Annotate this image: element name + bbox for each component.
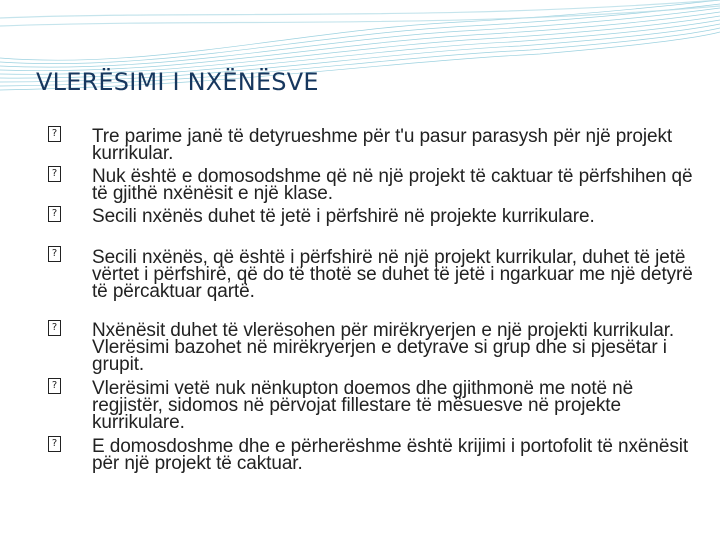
list-item: Secili nxënës duhet të jetë i përfshirë në projekte kurrikulare. xyxy=(92,206,595,227)
bullet-glyph: ? xyxy=(48,206,61,222)
list-item: Tre parime janë të detyrueshme për t'u pasur parasysh për një projekt kurrikular. xyxy=(92,126,673,164)
bullet-glyph: ? xyxy=(48,436,61,452)
bullet-glyph: ? xyxy=(48,246,61,262)
bullet-glyph: ? xyxy=(48,126,61,142)
list-item: Secili nxënës, që është i përfshirë në një projekt kurrikular, duhet të jetë vërtet i përfshirë, që do të thotë se duhet të jetë i ngarkuar me një detyrë të përcaktuar qartë. xyxy=(92,247,693,302)
list-item: E domosdoshme dhe e përherëshme është krijimi i portofolit të nxënësit për një projekt të caktuar. xyxy=(92,436,689,474)
list-item: Nxënësit duhet të vlerësohen për mirëkryerjen e një projekti kurrikular. Vlerësimi bazohet në mirëkryerjen e detyrave si grup dhe si pjesëtar i grupit. xyxy=(92,320,675,375)
slide-title: VLERËSIMI I NXËNËSVE xyxy=(36,68,319,96)
bullet-glyph: ? xyxy=(48,166,61,182)
bullet-glyph: ? xyxy=(48,320,61,336)
bullet-glyph: ? xyxy=(48,378,61,394)
list-item: Vlerësimi vetë nuk nënkupton doemos dhe gjithmonë me notë në regjistër, sidomos në përvojat fillestare të mësuesve në projekte kurrikulare. xyxy=(92,378,634,433)
list-item: Nuk është e domosodshme që në një projekt të caktuar të përfshihen që të gjithë nxënësit e një klase. xyxy=(92,166,693,204)
